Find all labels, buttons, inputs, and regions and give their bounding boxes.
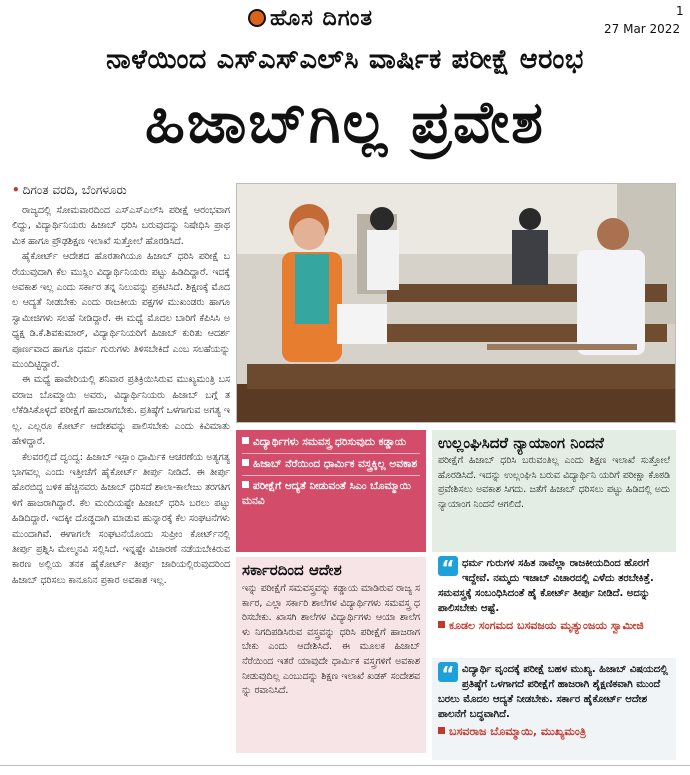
highlight-item bbox=[242, 432, 420, 454]
square-bullet-icon bbox=[438, 727, 445, 734]
government-order-heading: ಸರ್ಕಾರದಿಂದ ಆದೇಶ bbox=[242, 561, 342, 579]
highlight-text: ಪರೀಕ್ಷೆಗೆ ಆದ್ಯತೆ ನೀಡುವಂತೆ ಸಿಎಂ ಬೊಮ್ಮಾಯಿ ಮನವಿ bbox=[242, 480, 411, 507]
byline bbox=[12, 183, 127, 198]
highlight-item bbox=[242, 476, 420, 512]
page-date: 27 Mar 2022 bbox=[604, 22, 681, 36]
article-paragraph: ರಾಜ್ಯದಲ್ಲಿ ಸೋಮವಾರದಿಂದ ಎಸ್‌ಎಸ್‌ಎಲ್‌ಸಿ ಪರೀಕ್ಷೆ ಆರಂಭವಾಗಲಿದ್ದು, ವಿದ್ಯಾರ್ಥಿನಿಯರು ಹಿಜಾಬ್ ಧರಿಸಿ ಬರುವುದನ್ನು ನಿಷೇಧಿಸಿ ಪ್ರಾಥಮಿಕ ಹಾಗೂ ಪ್ರೌಢಶಿಕ್ಷಣ ಇಲಾಖೆ ಸುತ್ತೋಲೆ ಹೊರಡಿಸಿದೆ. bbox=[12, 205, 230, 247]
newspaper-logo bbox=[248, 6, 373, 31]
quote-icon: “ bbox=[438, 556, 458, 576]
government-order-body: ಇನ್ನು ಪರೀಕ್ಷೆಗೆ ಸಮವಸ್ತ್ರವನ್ನು ಕಡ್ಡಾಯ ಮಾಡಿರುವ ರಾಜ್ಯ ಸರ್ಕಾರ, ಎಲ್ಲಾ ಸರ್ಕಾರಿ ಶಾಲೆಗಳ ವಿದ್ಯಾರ್ಥಿಗಳು ಸಮವಸ್ತ್ರ ಧರಿಸಬೇಕು. ಖಾಸಗಿ ಶಾಲೆಗಳ ವಿದ್ಯಾರ್ಥಿಗಳು ಆಯಾ ಶಾಲೆಗಳು ನಿಗದಿಪಡಿಸಿರುವ ವಸ್ತ್ರವನ್ನು ಧರಿಸಿ ಪರೀಕ್ಷೆಗೆ ಹಾಜರಾಗಬೇಕು ಎಂದು ಆದೇಶಿಸಿದೆ. ಈ ಮೂಲಕ ಹಿಜಾಬ್ ನೆರೆಯಿಂದ ಇತರೆ ಯಾವುದೇ ಧಾರ್ಮಿಕ ವಸ್ತ್ರಗಳಿಗೆ ಅವಕಾಶ ನೀಡುವುದಿಲ್ಲ ಎಂಬುದನ್ನು ಶಿಕ್ಷಣ ಇಲಾಖೆ ಖಡಕ್ ಸಂದೇಶವನ್ನು ರವಾನಿಸಿದೆ. bbox=[242, 583, 420, 697]
contempt-box bbox=[432, 430, 676, 552]
news-photo bbox=[236, 183, 676, 423]
quote-block bbox=[432, 658, 676, 760]
quote-text: ಧರ್ಮ ಗುರುಗಳ ಸಹಿತ ನಾವೆಲ್ಲಾ ರಾಜಕೀಯದಿಂದ ಹೊರಗೆ ಇದ್ದೇವೆ. ನಮ್ಮದು ಇಜಾಬ್ ವಿಚಾರದಲ್ಲಿ ಎಳೆದು ತರಬೇಕಿತ್ತೆ. ಸಮವಸ್ತ್ರಕ್ಕೆ ಸಂಬಂಧಿಸಿದಂತೆ ಹೈ ಕೋರ್ಟ್ ತೀರ್ಪು ನೀಡಿದೆ. ಅದನ್ನು ಪಾಲಿಸಬೇಕು ಆಷ್ಟೆ. bbox=[438, 558, 654, 614]
quote-source bbox=[438, 725, 670, 739]
article-paragraph: ಈ ಮಧ್ಯೆ ಹಾವೇರಿಯಲ್ಲಿ ಶನಿವಾರ ಪ್ರತಿಕ್ರಿಯಿಸಿರುವ ಮುಖ್ಯಮಂತ್ರಿ ಬಸವರಾಜ ಬೊಮ್ಮಾಯಿ ಅವರು, ವಿದ್ಯಾರ್ಥಿನಿಯರು ಹಿಜಾಬ್ ಬಗ್ಗೆ ತಲೆಕೆಡಿಸಿಕೊಳ್ಳದೆ ಪರೀಕ್ಷೆಗೆ ಹಾಜರಾಗಬೇಕು. ಪ್ರತಿಷ್ಠೆಗೆ ಒಳಗಾಗುವ ಅಗತ್ಯ ಇಲ್ಲ. ಎಲ್ಲರೂ ಕೋರ್ಟ್ ಆದೇಶವನ್ನು ಪಾಲಿಸಬೇಕು ಎಂದು ಕಿವಿಮಾತು ಹೇಳಿದ್ದಾರೆ. bbox=[12, 374, 230, 448]
square-bullet-icon bbox=[242, 459, 249, 466]
page-number: 1 bbox=[676, 4, 684, 18]
byline-text: ದಿಗಂತ ವರದಿ, ಬೆಂಗಳೂರು bbox=[22, 183, 127, 197]
contempt-box-heading: ಉಲ್ಲಂಘಿಸಿದರೆ ನ್ಯಾಯಾಂಗ ನಿಂದನೆ bbox=[438, 434, 604, 452]
quote-source bbox=[438, 619, 670, 633]
exam-hall-photo bbox=[237, 184, 676, 423]
kicker-headline: ನಾಳೆಯಿಂದ ಎಸ್‌ಎಸ್‌ಎಲ್‌ಸಿ ವಾರ್ಷಿಕ ಪರೀಕ್ಷೆ ಆರಂಭ bbox=[106, 44, 584, 75]
bottom-divider bbox=[0, 765, 690, 766]
quote-block bbox=[432, 552, 676, 650]
article-body bbox=[12, 203, 230, 758]
article-paragraph: ಕೆಲವರಲ್ಲಿದೆ ದ್ವಂದ್ವ: ಹಿಜಾಬ್ ಇಸ್ಲಾಂ ಧಾರ್ಮಿಕ ಆಚರಣೆಯ ಅತ್ಯಗತ್ಯ ಭಾಗವಲ್ಲ ಎಂದು ಇತ್ತೀಚೆಗೆ ಹೈಕೋರ್ಟ್ ತೀರ್ಪು ನೀಡಿದೆ. ಈ ತೀರ್ಪು ಹೊರಬಿದ್ದ ಬಳಿಕ ಹೆಚ್ಚಿನವರು ಹಿಜಾಬ್ ಧರಿಸದೆ ಶಾಲಾ-ಕಾಲೇಜು ತರಗತಿಗಳಿಗೆ ಹಾಜರಾಗಿದ್ದಾರೆ. ಕೆಲ ಮಂದಿಯಷ್ಟೇ ಹಿಜಾಬ್ ಧರಿಸಿ ಬರಲು ಪಟ್ಟು ಹಿಡಿದಿದ್ದಾರೆ. ಇದಕ್ಕೀ ದೊಡ್ಡದಾಗಿ ಮಾಡುವ ಹುನ್ನಾರಕ್ಕೆ ಕೆಲ ಸಂಘಟನೆಗಳು ಮುಂದಾಗಿವೆ. ಈಗಾಗಲೇ ಸಂಘಟನೆಯೊಂದು ಸುಪ್ರೀಂ ಕೋರ್ಟ್‌ನಲ್ಲಿ ತೀರ್ಪು ಪ್ರಶ್ನಿಸಿ ಮೇಲ್ಮನವಿ ಸಲ್ಲಿಸಿದೆ. ಇನ್ನಷ್ಟೇ ವಿಚಾರಣೆ ನಡೆಯಬೇಕಿರುವ ಕಾರಣ ಅಲ್ಲಿಯ ತನಕ ಹೈಕೋರ್ಟ್ ತೀರ್ಪು ಜಾರಿಯಲ್ಲಿರುವುದರಿಂದ ಹಿಜಾಬ್ ಧರಿಸಲು ಕಾನೂನಿನ ಪ್ರಕಾರ ಅವಕಾಶ ಇಲ್ಲ. bbox=[12, 451, 230, 586]
government-order-box bbox=[236, 557, 426, 753]
square-bullet-icon bbox=[242, 437, 249, 444]
main-headline: ಹಿಜಾಬ್‌ಗಿಲ್ಲ ಪ್ರವೇಶ bbox=[145, 88, 545, 156]
bullet-icon: • bbox=[12, 183, 20, 197]
logo-text: ಹೊಸ ದಿಗಂತ bbox=[270, 6, 374, 31]
contempt-box-body: ಪರೀಕ್ಷೆಗೆ ಹಿಜಾಬ್ ಧರಿಸಿ ಬರುವಂತಿಲ್ಲ ಎಂದು ಶಿಕ್ಷಣ ಇಲಾಖೆ ಸುತ್ತೋಲೆ ಹೊರಡಿಸಿದೆ. ಇದನ್ನು ಉಲ್ಲಂಘಿಸಿ ಬರುವ ವಿದ್ಯಾರ್ಥಿನಿ ಯರಿಗೆ ಪರೀಕ್ಷಾ ಕೊಠಡಿ ಪ್ರವೇಶಿಸಲು ಅವಕಾಶ ಸಿಗದು. ಜತೆಗೆ ಹಿಜಾಬ್ ಧರಿಸಲು ಪಟ್ಟು ಹಿಡಿದಲ್ಲಿ ಅದು ನ್ಯಾಯಾಂಗ ನಿಂದನೆ ಆಗಲಿದೆ. bbox=[438, 455, 670, 510]
highlight-text: ಹಿಜಾಬ್ ನೆರೆಯಿಂದ ಧಾರ್ಮಿಕ ವಸ್ತ್ರಕ್ಕಿಲ್ಲ ಅವಕಾಶ bbox=[253, 458, 418, 470]
square-bullet-icon bbox=[242, 481, 249, 488]
square-bullet-icon bbox=[438, 621, 445, 628]
highlight-item bbox=[242, 454, 420, 476]
logo-mark-icon bbox=[248, 9, 266, 27]
quote-source-name: ಕೂಡಲ ಸಂಗಮದ ಬಸವಜಯ ಮೃತ್ಯುಂಜಯ ಸ್ವಾಮೀಜಿ bbox=[449, 619, 644, 632]
quote-text: ವಿದ್ಯಾರ್ಥಿ ವೃಂದಕ್ಕೆ ಪರೀಕ್ಷೆ ಬಹಳ ಮುಖ್ಯ. ಹಿಜಾಬ್ ವಿಷಯದಲ್ಲಿ ಪ್ರತಿಷ್ಠೆಗೆ ಒಳಗಾಗದೆ ಪರೀಕ್ಷೆಗೆ ಹಾಜರಾಗಿ ಶೈಕ್ಷಣಿಕವಾಗಿ ಮುಂದೆ ಬರಲು ಮೊದಲ ಆದ್ಯತೆ ನೀಡಬೇಕು. ಸರ್ಕಾರ ಹೈಕೋರ್ಟ್ ಆದೇಶ ಪಾಲನೆಗೆ ಬದ್ಧವಾಗಿದೆ. bbox=[438, 664, 668, 720]
article-paragraph: ಹೈಕೋರ್ಟ್ ಆದೇಶದ ಹೊರತಾಗಿಯೂ ಹಿಜಾಬ್ ಧರಿಸಿ ಪರೀಕ್ಷೆ ಬರೆಯುವುದಾಗಿ ಕೆಲ ಮುಸ್ಲಿಂ ವಿದ್ಯಾರ್ಥಿನಿಯರು ಪಟ್ಟು ಹಿಡಿದಿದ್ದಾರೆ. ಇದಕ್ಕೆ ಅವಕಾಶ ಇಲ್ಲ ಎಂದು ಸರ್ಕಾರ ತನ್ನ ನಿಲುವನ್ನು ಪ್ರಕಟಿಸಿದೆ. ಶಿಕ್ಷಣಕ್ಕೆ ಮೊದಲ ಆದ್ಯತೆ ನೀಡಬೇಕು ಎಂದು ರಾಜಕೀಯ ಪಕ್ಷಗಳ ಮುಖಂಡರು ಹಾಗೂ ಸ್ವಾಮೀಜಿಗಳು ಸಲಹೆ ನೀಡಿದ್ದಾರೆ. ಈ ಮಧ್ಯೆ ಮೊದಲ ಬಾರಿಗೆ ಕೆಪಿಸಿಸಿ ಅಧ್ಯಕ್ಷ ಡಿ.ಕೆ.ಶಿವಕುಮಾರ್, ವಿದ್ಯಾರ್ಥಿನಿಯರಿಗೆ ಹಿಜಾಬ್ ಕುರಿತು ಆದರ್ಶ ಪೂರ್ಣವಾದ ಹಾಗೂ ಧರ್ಮ ಗುರುಗಳು ತಿಳಿಸಬೇಕಿದೆ ಎಂಬ ಸಲಹೆಯನ್ನು ಮುಂದಿಟ್ಟಿದ್ದಾರೆ. bbox=[12, 251, 230, 371]
quote-source-name: ಬಸವರಾಜ ಬೊಮ್ಮಾಯಿ, ಮುಖ್ಯಮಂತ್ರಿ bbox=[449, 725, 587, 738]
quote-icon: “ bbox=[438, 662, 458, 682]
highlight-text: ವಿದ್ಯಾರ್ಥಿಗಳು ಸಮವಸ್ತ್ರ ಧರಿಸುವುದು ಕಡ್ಡಾಯ bbox=[253, 436, 407, 448]
highlights-box bbox=[236, 430, 426, 552]
